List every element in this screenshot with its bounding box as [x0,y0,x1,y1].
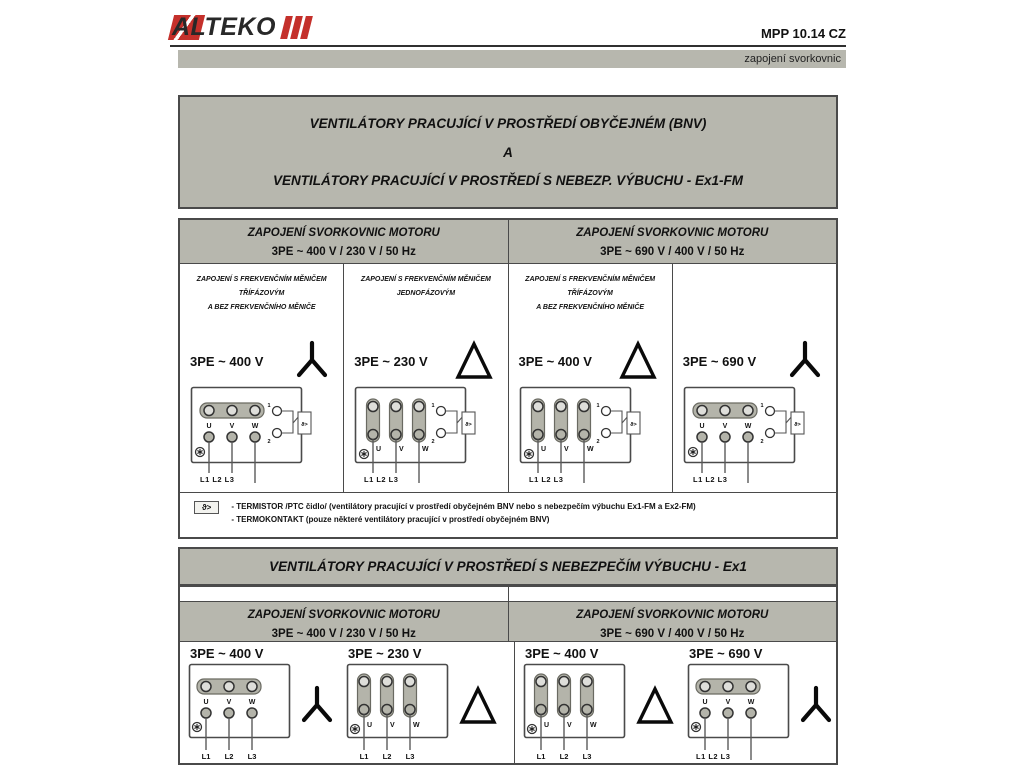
phase-label-l2: L2 [382,752,392,761]
thermistor-symbol: ϑ> [794,422,801,428]
terminal-label-u: U [206,423,212,430]
section2-table [178,586,838,765]
voltage-label: 3PE ~ 400 V [518,353,592,369]
star-bridge-bar [696,679,760,694]
svg-text:1: 1 [595,403,600,409]
voltage-label: 3PE ~ 400 V [525,646,599,661]
subheader-line3: A BEZ FREKVENČNÍHO MĚNIČE [207,304,316,311]
phase-label-l3: L3 [247,752,257,761]
section2-header-row [180,601,836,642]
subheader-line1: ZAPOJENÍ S FREKVENČNÍM MĚNIČEM [196,276,327,283]
section1-title-box [178,95,838,209]
star-bridge-bar [693,403,757,418]
star-symbol-icon [799,685,833,727]
thermistor-note-row [180,492,836,537]
terminal-label-v: V [563,446,569,453]
delta-bridge-bars [367,399,426,442]
terminal-box-diagram-star [180,386,343,491]
star-symbol-icon [788,340,822,382]
section2-title-box [178,547,838,586]
phase-label-l3: L3 [582,752,592,761]
section2-cell-left [180,642,514,763]
doc-code: MPP 10.14 CZ [760,26,846,41]
terminal-label-u: U [367,722,373,729]
terminal-label-w: W [413,722,420,729]
terminal-box-diagram-delta [509,386,672,491]
terminal-label-u: U [540,446,546,453]
page-subtitle: zapojení svorkovnic [744,53,841,65]
section2-spacer-row [180,587,836,601]
section1-header-right: ZAPOJENÍ SVORKOVNIC MOTORU 3PE ~ 690 V / 400 V / 50 Hz [508,220,837,263]
terminal-label-u: U [699,423,705,430]
voltage-label: 3PE ~ 400 V [190,646,264,661]
earth-terminal-icon [524,450,533,459]
voltage-label: 3PE ~ 230 V [348,646,422,661]
terminal-label-v: V [399,446,404,453]
terminal-label-v: V [226,699,232,706]
subheader-line3: A BEZ FREKVENČNÍHO MĚNIČE [536,304,645,311]
section1-title-line1: VENTILÁTORY PRACUJÍCÍ V PROSTŘEDÍ OBYČEJNÉM (BNV) [309,116,707,132]
phase-label-l1: L1 [536,752,546,761]
phase-labels: L1 L2 L3 [364,475,399,484]
terminal-label-v: V [725,699,731,706]
terminal-label-w: W [747,699,755,706]
star-bridge-bar [197,679,261,694]
svg-text:1: 1 [267,403,271,409]
terminal-label-v: V [229,423,235,430]
page-subtitle-bar [178,50,846,68]
logo-bars-icon [280,16,310,39]
delta-bridge-bars [358,674,417,717]
star-symbol-icon [295,340,329,382]
voltage-label: 3PE ~ 690 V [682,353,757,369]
subheader-line2: TŘÍFÁZOVÝM [567,290,613,297]
thermistor-symbol-box: ϑ> [194,501,219,514]
section1-title-line3: VENTILÁTORY PRACUJÍCÍ V PROSTŘEDÍ S NEBEZP. VÝBUCHU - Ex1-FM [272,172,744,188]
delta-bridge-bars [531,399,590,442]
wiring-cell-400v-delta [508,264,672,492]
delta-symbol-icon [454,340,494,382]
terminal-label-u: U [376,446,382,453]
phase-label-l2: L2 [559,752,569,761]
voltage-label: 3PE ~ 400 V [190,353,264,369]
delta-symbol-icon [458,685,498,727]
wiring-cell-230v-delta [343,264,507,492]
phase-labels: L1 L2 L3 [528,475,563,484]
terminal-label-v: V [390,722,395,729]
earth-terminal-icon [351,725,360,734]
voltage-label: 3PE ~ 230 V [354,353,428,369]
terminal-label-w: W [744,423,752,430]
terminal-box-diagram-star [687,663,799,763]
phase-labels: L1 L2 L3 [696,752,731,761]
subheader-line2: TŘÍFÁZOVÝM [238,290,285,297]
terminal-box-diagram-delta [523,663,635,763]
terminal-box-diagram-star [188,663,300,763]
section2-header-left: ZAPOJENÍ SVORKOVNIC MOTORU 3PE ~ 400 V / 230 V / 50 Hz [180,602,508,641]
terminal-box-diagram-star [673,386,836,491]
subheader-line1: ZAPOJENÍ S FREKVENČNÍM MĚNIČEM [360,276,491,283]
phase-label-l1: L1 [359,752,369,761]
terminal-box-diagram-delta [344,386,507,491]
phase-label-l2: L2 [224,752,234,761]
svg-text:1: 1 [431,403,435,409]
section1-header-left: ZAPOJENÍ SVORKOVNIC MOTORU 3PE ~ 400 V / 230 V / 50 Hz [180,220,508,263]
svg-text:2: 2 [760,439,764,445]
subheader-line2: JEDNOFÁZOVÝM [396,290,456,297]
header-divider [170,45,846,47]
phase-labels: L1 L2 L3 [692,475,728,484]
earth-terminal-icon [360,450,369,459]
delta-bridge-bars [535,674,594,717]
star-bridge-bar [200,403,264,418]
earth-terminal-icon [528,725,537,734]
svg-text:1: 1 [760,403,764,409]
terminal-label-w: W [586,446,594,453]
subheader-line1: ZAPOJENÍ S FREKVENČNÍM MĚNIČEM [525,276,656,283]
earth-terminal-icon [688,448,697,457]
logo-text: ALTEKO [172,13,276,41]
diagram-group-690v-star [687,645,845,763]
diagram-group-400v-delta [523,645,687,763]
terminal-label-u: U [203,699,209,706]
voltage-label: 3PE ~ 690 V [689,646,763,661]
terminal-label-w: W [590,722,597,729]
content-area [178,95,838,765]
terminal-label-v: V [567,722,572,729]
terminal-label-v: V [722,423,728,430]
thermistor-symbol: ϑ> [301,422,308,428]
section1-title-line2: A [503,144,513,160]
section1-header-row [180,220,836,264]
section2-title: VENTILÁTORY PRACUJÍCÍ V PROSTŘEDÍ S NEBEZPEČÍM VÝBUCHU - Ex1 [269,559,747,574]
alteko-logo [172,12,310,42]
section1-table [178,218,838,539]
phase-labels: L1 L2 L3 [200,475,235,484]
star-symbol-icon [300,685,334,727]
terminal-label-u: U [544,722,550,729]
thermistor-symbol: ϑ> [629,422,637,428]
phase-label-l3: L3 [405,752,415,761]
wiring-cell-400v-star [180,264,343,492]
svg-text:2: 2 [595,439,600,445]
delta-symbol-icon [635,685,675,727]
svg-text:2: 2 [267,439,271,445]
svg-text:2: 2 [431,439,435,445]
section2-cell-right [514,642,849,763]
section2-header-right: ZAPOJENÍ SVORKOVNIC MOTORU 3PE ~ 690 V / 400 V / 50 Hz [508,602,837,641]
diagram-group-400v-star [188,645,346,763]
phase-label-l1: L1 [201,752,211,761]
diagram-group-230v-delta [346,645,510,763]
terminal-label-w: W [251,423,259,430]
section2-body-row [180,642,836,763]
terminal-label-u: U [702,699,708,706]
earth-terminal-icon [196,448,205,457]
thermistor-symbol: ϑ> [465,422,472,428]
earth-terminal-icon [193,723,202,732]
earth-terminal-icon [692,723,701,732]
terminal-box-diagram-delta [346,663,458,763]
delta-symbol-icon [618,340,658,382]
terminal-label-w: W [422,446,429,453]
section1-body-row [180,264,836,492]
note-line2: - TERMOKONTAKT (pouze některé ventilátory pracující v prostředí obyčejném BNV) [231,515,550,524]
wiring-cell-690v-star [672,264,836,492]
note-line1: - TERMISTOR /PTC čidlo/ (ventilátory pracující v prostředí obyčejném BNV nebo s nebezpečím výbuchu Ex1-FM a Ex2-FM) [231,502,696,511]
terminal-label-w: W [248,699,256,706]
